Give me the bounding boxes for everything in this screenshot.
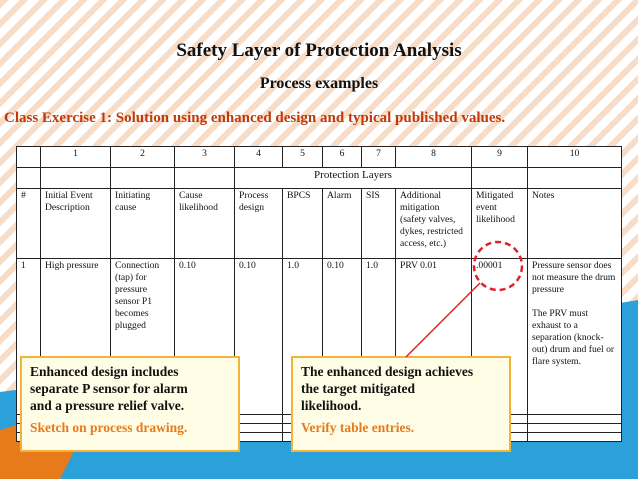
table-cell (528, 168, 622, 189)
callout-action: Verify table entries. (301, 420, 415, 435)
table-cell (528, 415, 622, 424)
event-description: High pressure (41, 259, 111, 415)
likelihood-callout (291, 356, 511, 452)
table-cell (17, 147, 41, 168)
table-cell (235, 424, 283, 433)
callout-text: separate P sensor for alarm (30, 381, 188, 396)
table-cell: 9 (472, 147, 528, 168)
column-header: BPCS (283, 189, 323, 259)
column-header: # (17, 189, 41, 259)
callout-action: Sketch on process drawing. (30, 420, 188, 435)
column-header: Cause likelihood (175, 189, 235, 259)
bpcs-value: 1.0 (283, 259, 323, 415)
table-cell: 5 (283, 147, 323, 168)
table-cell (111, 168, 175, 189)
column-header: Additional mitigation (safety valves, dykes, restricted access, etc.) (396, 189, 472, 259)
table-cell (528, 433, 622, 442)
notes-text: The PRV must exhaust to a separation (knock-out) drum and fuel or flare system. (532, 308, 615, 368)
additional-mitigation-value: PRV 0.01 (396, 259, 472, 415)
table-cell (175, 168, 235, 189)
table-cell: 1 (41, 147, 111, 168)
notes-cell (528, 259, 622, 415)
column-header: Alarm (323, 189, 362, 259)
callout-text: likelihood. (301, 398, 362, 413)
callout-text: and a pressure relief valve. (30, 398, 185, 413)
protection-layers-header: Protection Layers (235, 168, 472, 189)
table-cell: 7 (362, 147, 396, 168)
table-cell: 6 (323, 147, 362, 168)
row-number: 1 (17, 259, 41, 415)
protection-layers-row (17, 168, 622, 189)
table-cell: 8 (396, 147, 472, 168)
exercise-heading: Class Exercise 1: Solution using enhanced design and typical published values. (4, 110, 506, 126)
callout-text: The enhanced design achieves (301, 364, 474, 379)
callout-text: Enhanced design includes (30, 364, 179, 379)
alarm-value: 0.10 (323, 259, 362, 415)
column-header: Initial Event Description (41, 189, 111, 259)
column-number-row (17, 147, 622, 168)
table-cell (472, 168, 528, 189)
notes-text: Pressure sensor does not measure the drum pressure (532, 260, 616, 296)
page-subtitle: Process examples (259, 75, 379, 92)
table-cell: 10 (528, 147, 622, 168)
table-cell (235, 433, 283, 442)
callout-text: the target mitigated (301, 381, 415, 396)
table-cell (528, 424, 622, 433)
table-cell: 2 (111, 147, 175, 168)
page-title: Safety Layer of Protection Analysis (176, 40, 462, 61)
initiating-cause: Connection (tap) for pressure sensor P1 becomes plugged (111, 259, 175, 415)
table-cell: 3 (175, 147, 235, 168)
column-header: Mitigated event likelihood (472, 189, 528, 259)
column-header: Process design (235, 189, 283, 259)
column-header-row (17, 189, 622, 259)
table-cell (17, 168, 41, 189)
cause-likelihood: 0.10 (175, 259, 235, 415)
mitigated-likelihood-value: .00001 (472, 259, 528, 415)
sis-value: 1.0 (362, 259, 396, 415)
table-cell: 4 (235, 147, 283, 168)
table-cell (235, 415, 283, 424)
column-header: Notes (528, 189, 622, 259)
table-cell (41, 168, 111, 189)
design-callout (20, 356, 240, 452)
column-header: SIS (362, 189, 396, 259)
column-header: Initiating cause (111, 189, 175, 259)
process-design-value: 0.10 (235, 259, 283, 415)
